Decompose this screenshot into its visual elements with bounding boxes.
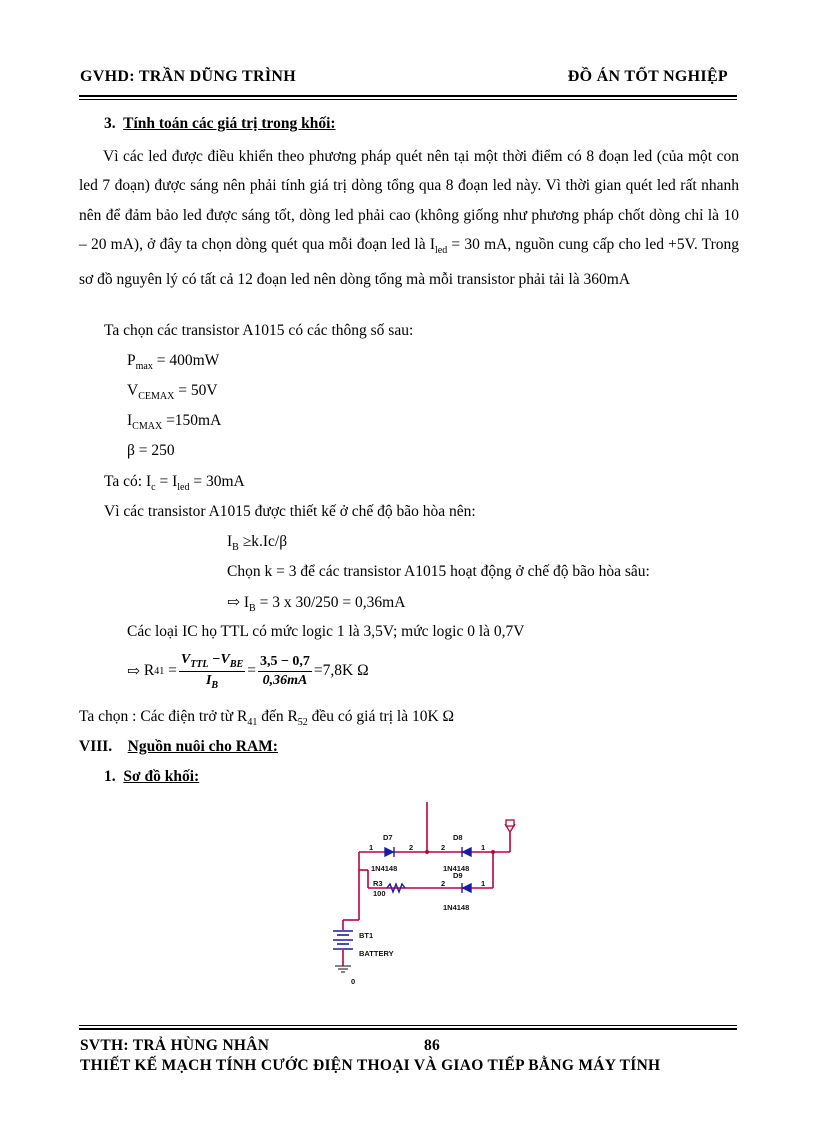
- footer-rule-thin: [79, 1025, 737, 1026]
- battery-bt1-icon: [333, 931, 353, 949]
- paragraph-choose-resistors: Ta chọn : Các điện trở từ $R_{41}$ đến $R_{52}$ đều có giá trị là 10K Ω: [79, 708, 455, 729]
- label-d8-part: 1N4148: [443, 864, 470, 873]
- section-8-heading: VIII. Nguồn nuôi cho RAM:: [79, 738, 278, 755]
- label-ground: 0: [351, 977, 356, 986]
- label-d7: D7: [383, 833, 393, 842]
- svg-text:1: 1: [481, 843, 486, 852]
- svg-text:2: 2: [441, 879, 446, 888]
- arrow-icon: ⇨: [227, 594, 240, 611]
- svg-text:1: 1: [481, 879, 486, 888]
- paragraph-transistor-choice: Ta chọn các transistor A1015 có các thông số sau:: [104, 322, 414, 339]
- section-3-number: 3.: [104, 115, 116, 132]
- label-d8: D8: [453, 833, 463, 842]
- param-icmax: $I_{CMAX} =150mA$: [127, 412, 222, 433]
- fraction-symbolic: $\frac{V_{TTL} -V_{BE}}{I_B}$: [180, 652, 244, 691]
- ground-icon: [335, 966, 351, 972]
- footer-thesis-title: THIẾT KẾ MẠCH TÍNH CƯỚC ĐIỆN THOẠI VÀ GIAO TIẾP BẰNG MÁY TÍNH: [80, 1057, 661, 1074]
- label-bt1: BT1: [359, 931, 374, 940]
- svg-text:2: 2: [409, 843, 414, 852]
- header-rule-thin: [79, 99, 737, 100]
- svg-text:1: 1: [369, 843, 374, 852]
- ram-power-schematic: [325, 800, 535, 990]
- header-left: GVHD: TRẦN DŨNG TRÌNH: [80, 68, 296, 85]
- label-d7-part: 1N4148: [371, 864, 398, 873]
- label-battery: BATTERY: [359, 949, 394, 958]
- equation-r41: ⇨ R 41 = $\frac{V_{TTL} -V_{BE}}{I_B}$ = $\frac{3,5 - 0,7}{0,36mA}$ = 7,8K Ω: [127, 652, 369, 691]
- paragraph-saturation: Vì các transistor A1015 được thiết kế ở chế độ bão hòa nên:: [104, 503, 476, 520]
- vcc-connector-icon: [505, 820, 515, 832]
- svg-text:2: 2: [441, 843, 446, 852]
- label-d9-part: 1N4148: [443, 903, 470, 912]
- section-3-heading: [104, 115, 336, 133]
- param-pmax: $P_{max} = 400mW$: [127, 352, 220, 373]
- equation-ib-condition: $I_B \ge k.Ic/\beta$: [227, 533, 288, 554]
- footer-rule-thick: [79, 1028, 737, 1030]
- label-r3: R3: [373, 879, 383, 888]
- paragraph-ttl-levels: Các loại IC họ TTL có mức logic 1 là 3,5V; mức logic 0 là 0,7V: [127, 623, 525, 640]
- footer-page-number: 86: [424, 1037, 441, 1054]
- arrow-icon: ⇨: [127, 662, 140, 680]
- subsection-1-heading: 1. Sơ đồ khối:: [104, 768, 200, 785]
- header-right: ĐỒ ÁN TỐT NGHIỆP: [567, 68, 728, 85]
- diode-d7-icon: [385, 847, 394, 857]
- equation-ib-result: ⇨ $I_B = 3$ x 30/250 = 0,36mA: [227, 594, 406, 615]
- label-d9: D9: [453, 871, 463, 880]
- diode-d8-icon: [462, 847, 471, 857]
- paragraph-led-current: Vì các led được điều khiển theo phương pháp quét nên tại một thời điểm có 8 đoạn led (của một con led 7 đoạn) được sáng nên phải tính giá trị dòng tổng qua 8 đoạn led này. Vì thời gian quét led rất nhanh nên để đảm bảo led được sáng tốt, dòng led phải cao (không giống như phương pháp chốt dòng chỉ là 10 – 20 mA), ở đây ta chọn dòng quét qua mỗi đoạn led là $I_{led} = 30$ mA, nguồn cung cấp cho led +5V. Trong sơ đồ nguyên lý có tất cả 12 đoạn led nên dòng tổng mà mỗi transistor phải tải là 360mA: [79, 148, 740, 289]
- fraction-numeric: $\frac{3,5 - 0,7}{0,36mA}$: [259, 653, 310, 688]
- header-rule-thick: [79, 95, 737, 97]
- section-3-title: Tính toán các giá trị trong khối:: [123, 115, 336, 132]
- equation-ic: Ta có: $I_c = I_{led} = 30mA$: [104, 473, 245, 494]
- footer-student: SVTH: TRẢ HÙNG NHÂN: [80, 1037, 270, 1054]
- label-r3-value: 100: [373, 889, 386, 898]
- paragraph-choose-k: Chọn k = 3 để các transistor A1015 hoạt động ở chế độ bão hòa sâu:: [227, 563, 650, 580]
- param-vcemax: $V_{CEMAX} = 50V$: [127, 382, 218, 403]
- diode-d9-icon: [462, 883, 471, 893]
- param-beta: β = 250: [127, 442, 175, 459]
